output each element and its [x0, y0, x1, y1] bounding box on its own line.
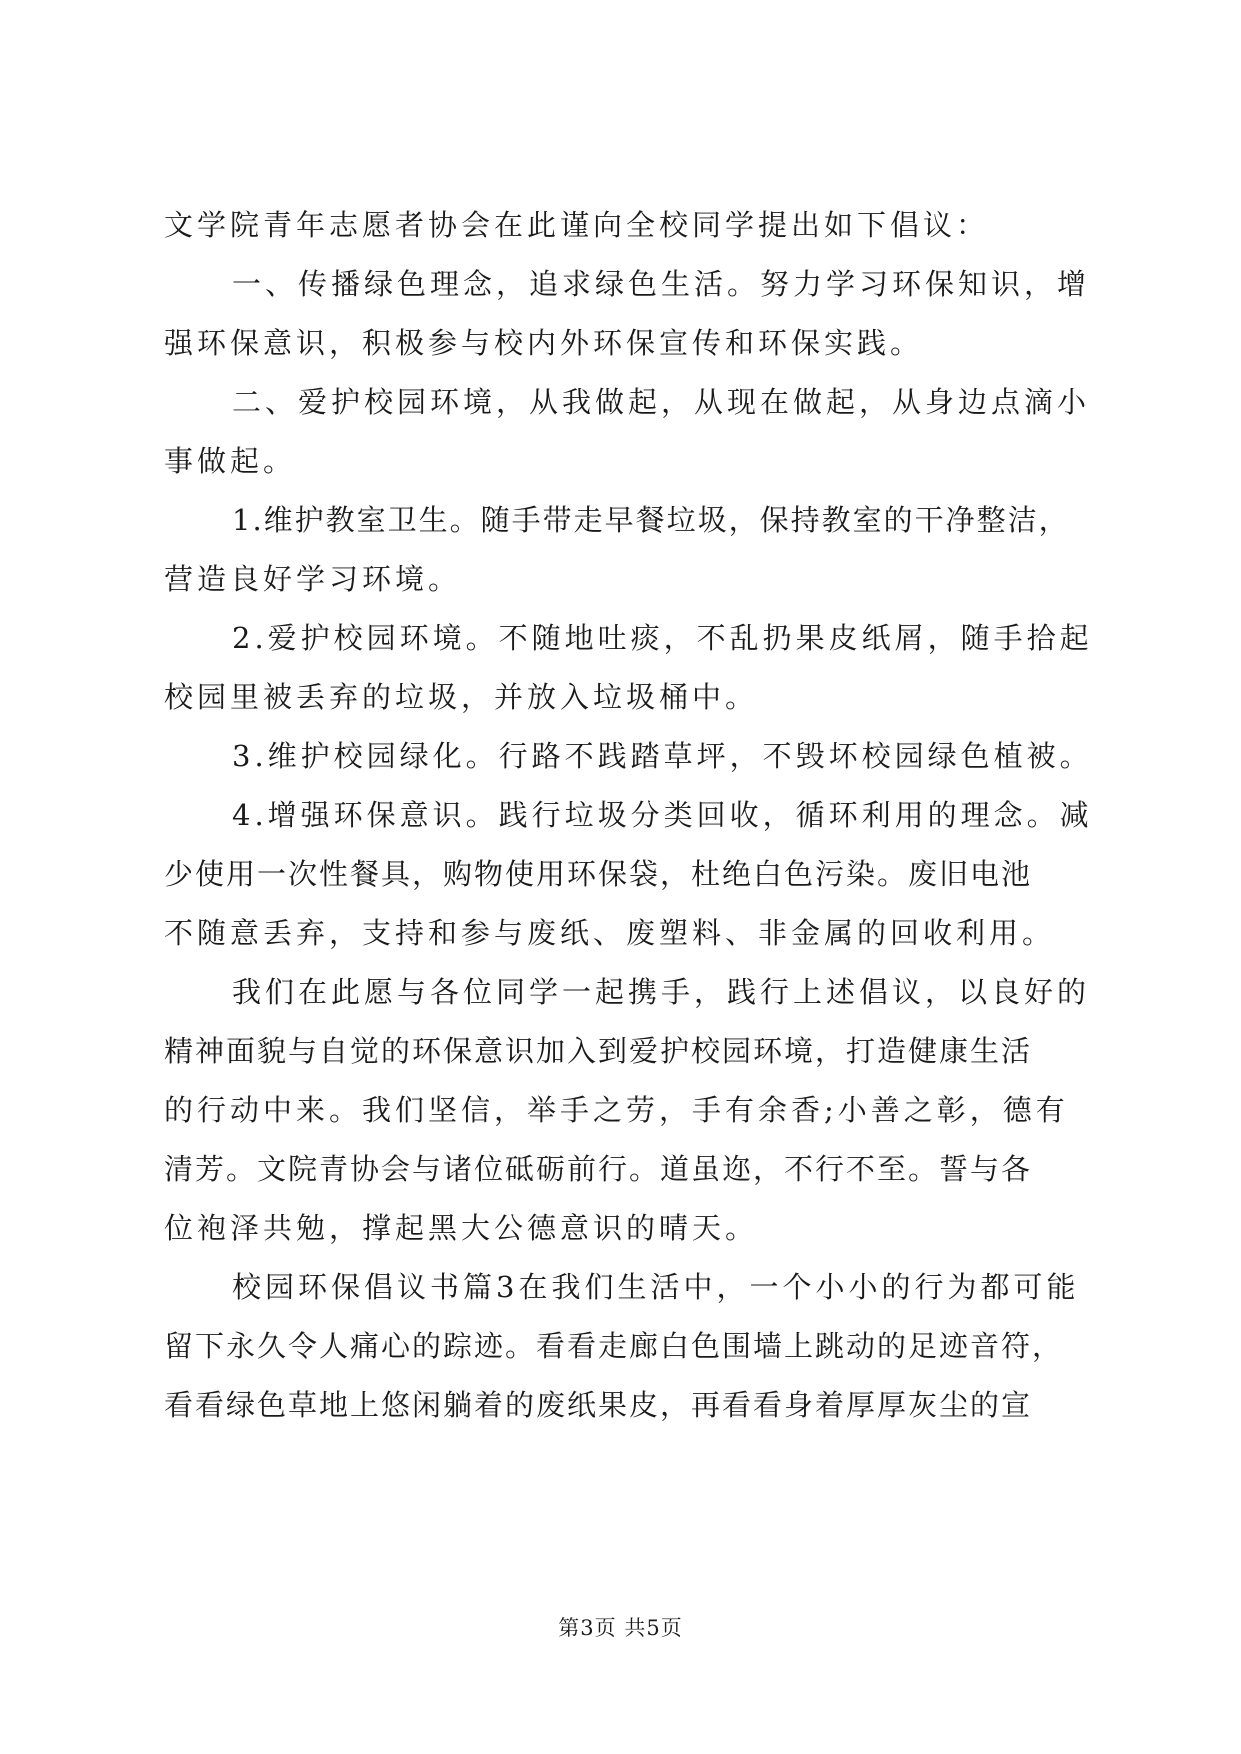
text-line: 看看绿色草地上悠闲躺着的废纸果皮，再看看身着厚厚灰尘的宣 [164, 1388, 1033, 1422]
body-text [164, 196, 1093, 1435]
text-line: 的行动中来。我们坚信，举手之劳，手有余香;小善之彰，德有 [164, 1093, 1069, 1127]
text-line: 少使用一次性餐具，购物使用环保袋，杜绝白色污染。废旧电池 [164, 857, 1033, 891]
text-line: 一、传播绿色理念，追求绿色生活。努力学习环保知识，增 [232, 267, 1091, 301]
text-line: 校园环保倡议书篇3在我们生活中，一个小小的行为都可能 [232, 1270, 1080, 1304]
text-line: 清芳。文院青协会与诸位砥砺前行。道虽迩，不行不至。誓与各 [164, 1152, 1033, 1186]
text-line: 4.增强环保意识。践行垃圾分类回收，循环利用的理念。减 [232, 798, 1093, 832]
text-line: 2.爱护校园环境。不随地吐痰，不乱扔果皮纸屑，随手拾起 [232, 621, 1093, 655]
text-line: 精神面貌与自觉的环保意识加入到爱护校园环境，打造健康生活 [164, 1034, 1033, 1068]
text-line: 事做起。 [164, 444, 297, 478]
text-line: 营造良好学习环境。 [164, 562, 462, 596]
page-number: 第3页 共5页 [558, 1616, 683, 1640]
text-line: 二、爱护校园环境，从我做起，从现在做起，从身边点滴小 [232, 385, 1091, 419]
text-line: 1.维护教室卫生。随手带走早餐垃圾，保持教室的干净整洁， [232, 503, 1070, 537]
text-line: 校园里被丢弃的垃圾，并放入垃圾桶中。 [164, 680, 759, 714]
text-line: 3.维护校园绿化。行路不践踏草坪，不毁坏校园绿色植被。 [232, 739, 1093, 773]
text-line: 文学院青年志愿者协会在此谨向全校同学提出如下倡议： [164, 208, 990, 242]
text-line: 位袍泽共勉，撑起黑大公德意识的晴天。 [164, 1211, 759, 1245]
text-line: 我们在此愿与各位同学一起携手，践行上述倡议，以良好的 [232, 975, 1091, 1009]
text-line: 留下永久令人痛心的踪迹。看看走廊白色围墙上跳动的足迹音符， [164, 1329, 1064, 1363]
text-line: 不随意丢弃，支持和参与废纸、废塑料、非金属的回收利用。 [164, 916, 1056, 950]
text-line: 强环保意识，积极参与校内外环保宣传和环保实践。 [164, 326, 924, 360]
